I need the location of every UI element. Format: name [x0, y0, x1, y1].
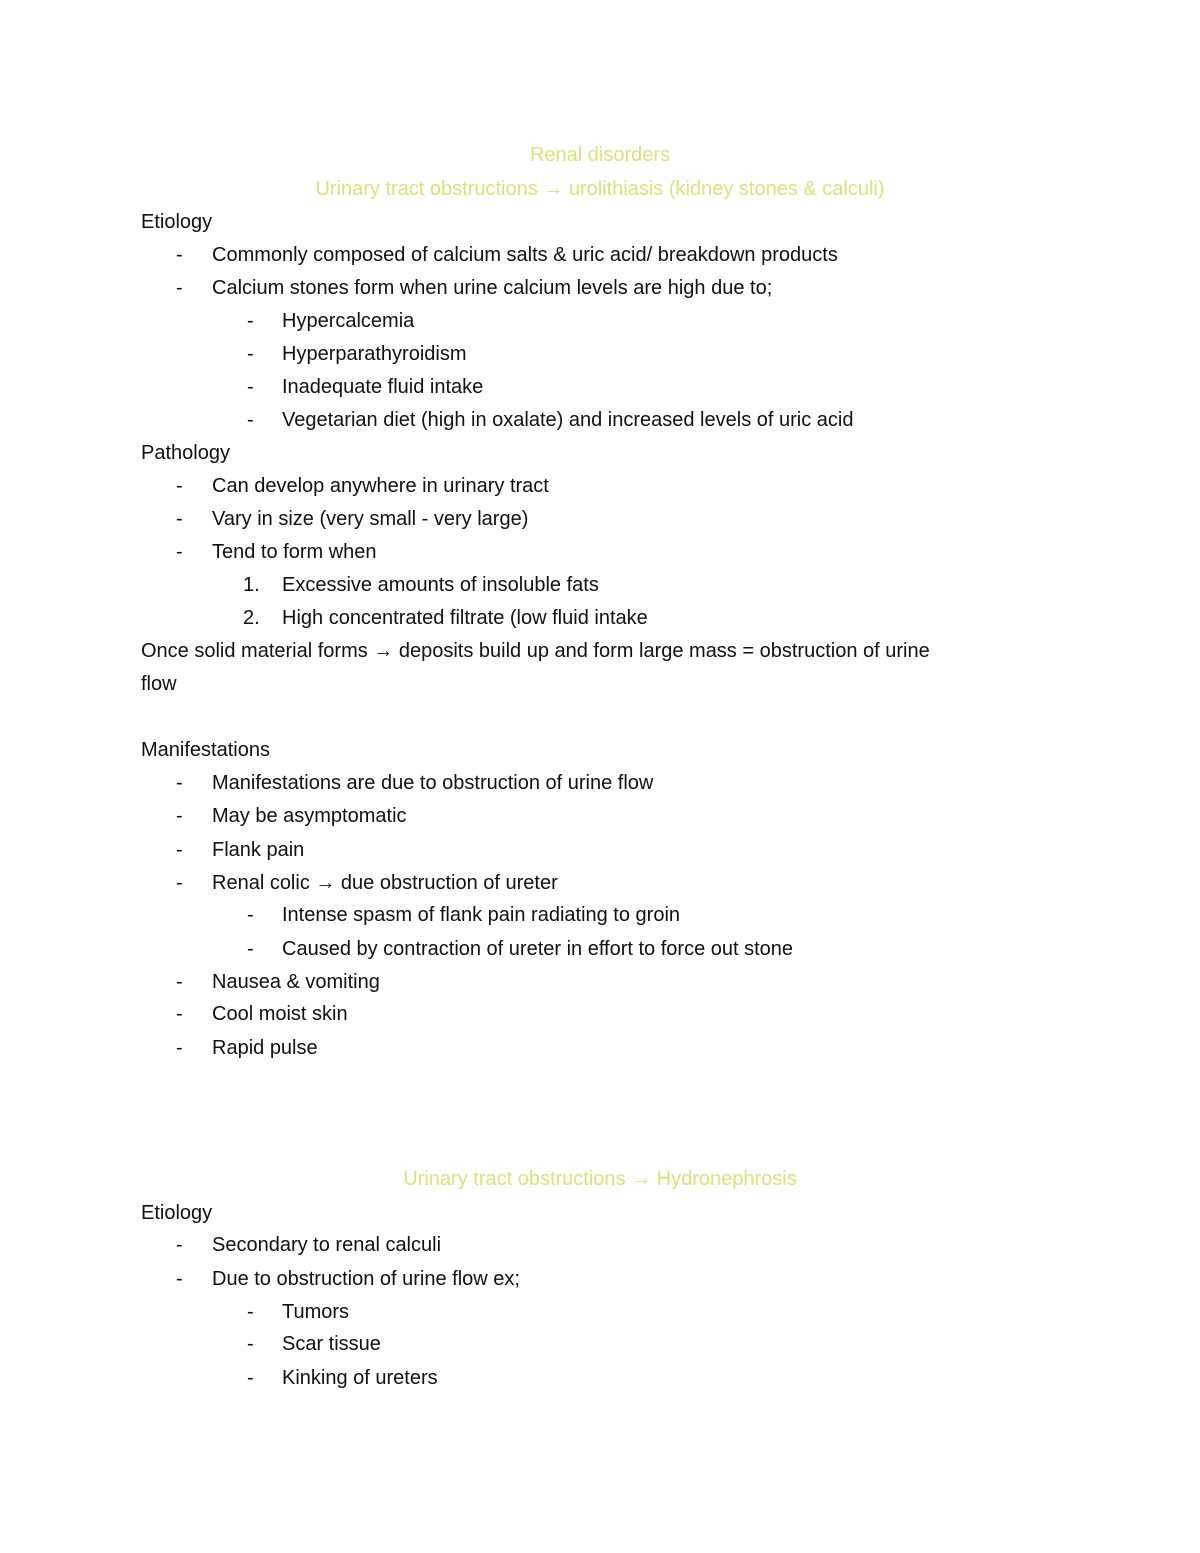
bullet-dash: - — [176, 508, 183, 530]
bullet-dash: - — [176, 1268, 183, 1290]
bullet-dash: - — [247, 376, 254, 398]
numbered-item: 1. Excessive amounts of insoluble fats — [0, 569, 1200, 602]
numbered-item: 2. High concentrated filtrate (low fluid intake — [0, 602, 1200, 635]
sub-list-item: - Hypercalcemia — [0, 305, 1200, 338]
bullet-dash: - — [176, 971, 183, 993]
list-item: - Cool moist skin — [0, 998, 1200, 1031]
sub-list-item: - Tumors — [0, 1296, 1200, 1329]
list-item: - Tend to form when — [0, 536, 1200, 569]
list-item: - May be asymptomatic — [0, 800, 1200, 833]
bullet-dash: - — [176, 1037, 183, 1059]
sub-list-item: - Caused by contraction of ureter in effort to force out stone — [0, 933, 1200, 966]
list-item: - Can develop anywhere in urinary tract — [0, 470, 1200, 503]
sub-list-item: - Scar tissue — [0, 1328, 1200, 1361]
heading-manifestations: Manifestations — [141, 739, 270, 761]
sub-list-item: - Inadequate fluid intake — [0, 371, 1200, 404]
bullet-dash: - — [247, 904, 254, 926]
bullet-dash: - — [176, 872, 183, 894]
list-item: - Vary in size (very small - very large) — [0, 503, 1200, 536]
bullet-dash: - — [247, 1333, 254, 1355]
sub-list-item: - Hyperparathyroidism — [0, 338, 1200, 371]
paragraph-line: Once solid material forms → deposits build up and form large mass = obstruction of urine — [141, 640, 930, 662]
list-item: - Due to obstruction of urine flow ex; — [0, 1263, 1200, 1296]
heading-etiology: Etiology — [141, 1202, 213, 1224]
bullet-dash: - — [176, 475, 183, 497]
bullet-dash: - — [247, 1367, 254, 1389]
list-item: - Renal colic → due obstruction of ureter — [0, 867, 1200, 900]
section-subtitle-hydronephrosis: Urinary tract obstructions → Hydronephrosis — [403, 1168, 797, 1190]
bullet-dash: - — [176, 839, 183, 861]
sub-list-item: - Kinking of ureters — [0, 1362, 1200, 1395]
bullet-dash: - — [176, 1003, 183, 1025]
section-subtitle-urolithiasis: Urinary tract obstructions → urolithiasis (kidney stones & calculi) — [315, 178, 885, 200]
list-item: - Manifestations are due to obstruction of urine flow — [0, 767, 1200, 800]
bullet-dash: - — [176, 277, 183, 299]
bullet-dash: - — [176, 772, 183, 794]
heading-etiology: Etiology — [141, 211, 213, 233]
heading-pathology: Pathology — [141, 442, 230, 464]
list-item: - Nausea & vomiting — [0, 966, 1200, 999]
sub-list-item: - Intense spasm of flank pain radiating to groin — [0, 899, 1200, 932]
list-number: 1. — [243, 574, 260, 596]
bullet-dash: - — [176, 244, 183, 266]
list-item: - Rapid pulse — [0, 1032, 1200, 1065]
list-item: - Secondary to renal calculi — [0, 1229, 1200, 1262]
list-item: - Calcium stones form when urine calcium levels are high due to; — [0, 272, 1200, 305]
bullet-dash: - — [176, 541, 183, 563]
list-number: 2. — [243, 607, 260, 629]
bullet-dash: - — [247, 343, 254, 365]
bullet-dash: - — [176, 1234, 183, 1256]
list-item: - Commonly composed of calcium salts & uric acid/ breakdown products — [0, 239, 1200, 272]
paragraph-line: flow — [141, 673, 177, 695]
bullet-dash: - — [176, 805, 183, 827]
sub-list-item: - Vegetarian diet (high in oxalate) and increased levels of uric acid — [0, 404, 1200, 437]
bullet-dash: - — [247, 938, 254, 960]
list-item: - Flank pain — [0, 834, 1200, 867]
bullet-dash: - — [247, 310, 254, 332]
page-title: Renal disorders — [529, 144, 671, 166]
bullet-dash: - — [247, 1301, 254, 1323]
bullet-dash: - — [247, 409, 254, 431]
